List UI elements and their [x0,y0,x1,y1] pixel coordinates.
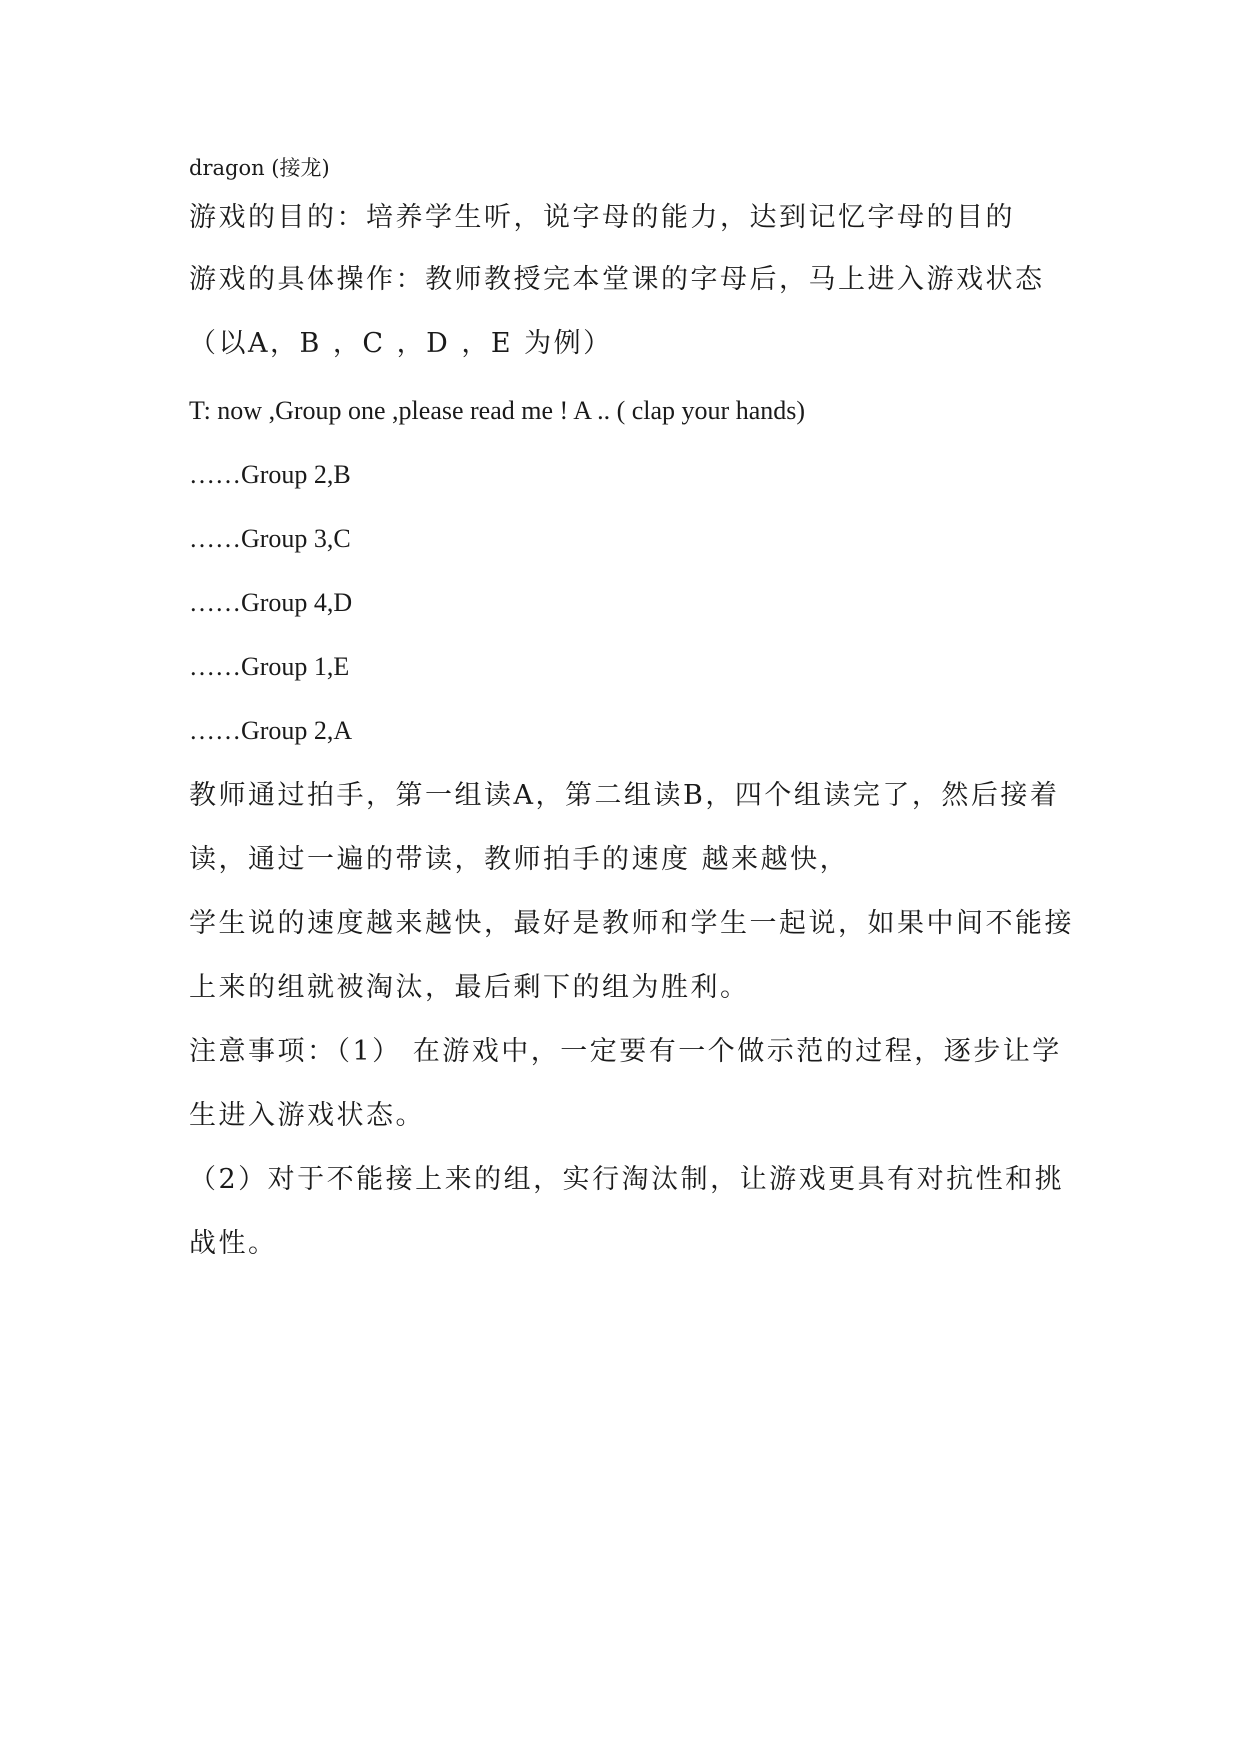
paragraph-line: 教师通过拍手，第一组读A，第二组读B，四个组读完了，然后接着 [189,780,1060,811]
group-line: ……Group 2,A [189,716,353,745]
paragraph-line: 上来的组就被淘汰，最后剩下的组为胜利。 [189,972,750,1003]
group-line: ……Group 3,C [189,524,351,553]
group-line: ……Group 4,D [189,588,353,617]
paragraph-line: 学生说的速度越来越快，最好是教师和学生一起说，如果中间不能接 [189,908,1074,939]
paragraph-line: 读，通过一遍的带读，教师拍手的速度 越来越快， [189,844,850,875]
notes-line: 战性。 [189,1228,278,1259]
example-note: （以A，B ，C ，D ，E 为例） [189,328,613,359]
notes-line: （2）对于不能接上来的组，实行淘汰制，让游戏更具有对抗性和挑 [189,1164,1065,1195]
notes-line: 注意事项：（1） 在游戏中，一定要有一个做示范的过程，逐步让学 [189,1036,1062,1067]
group-line: ……Group 1,E [189,652,350,681]
group-line: ……Group 2,B [189,460,351,489]
game-operation: 游戏的具体操作：教师教授完本堂课的字母后，马上进入游戏状态 [189,264,1045,295]
doc-title: dragon (接龙) [189,156,330,180]
game-purpose: 游戏的目的：培养学生听，说字母的能力，达到记忆字母的目的 [189,202,1015,233]
teacher-instruction: T: now ,Group one ,please read me ! A .. ( clap your hands) [189,396,806,425]
notes-line: 生进入游戏状态。 [189,1100,425,1131]
